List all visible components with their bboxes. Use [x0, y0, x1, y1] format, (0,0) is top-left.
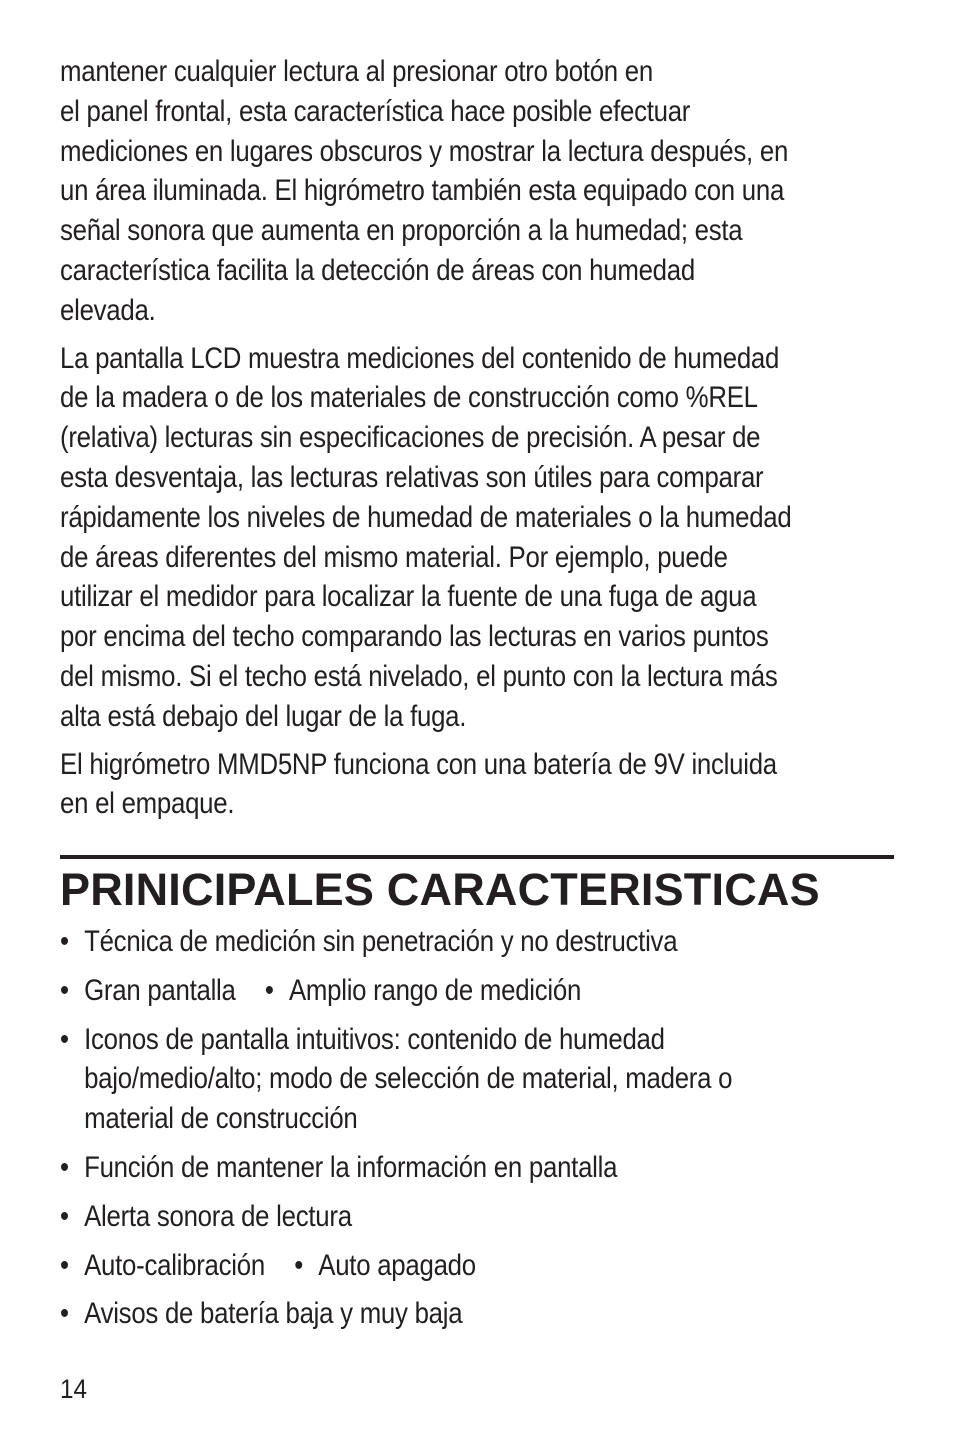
- feature-label: Técnica de medición sin penetración y no destructiva: [84, 925, 678, 958]
- text-line: La pantalla LCD muestra mediciones del contenido de humedad: [60, 341, 780, 375]
- text-line: El higrómetro MMD5NP funciona con una batería de 9V incluida: [60, 747, 777, 781]
- bullet: •: [294, 1248, 303, 1282]
- feature-label: Auto-calibración: [84, 1248, 265, 1282]
- list-item: [294, 1246, 476, 1286]
- list-item: [60, 1020, 894, 1139]
- list-item: [60, 1197, 894, 1237]
- bullet: •: [60, 1022, 69, 1056]
- paragraph-2: [60, 339, 894, 737]
- text-line: de la madera o de los materiales de construcción como %REL: [60, 381, 758, 415]
- body-content: [60, 52, 894, 832]
- list-item: [60, 1246, 265, 1286]
- feature-label: Alerta sonora de lectura: [84, 1199, 352, 1233]
- list-item: [60, 1294, 894, 1334]
- list-item-pair: [60, 971, 894, 1011]
- bullet: •: [60, 973, 69, 1007]
- text-line: característica facilita la detección de áreas con humedad: [60, 253, 695, 287]
- feature-label: bajo/medio/alto; modo de selección de material, madera o: [84, 1062, 733, 1096]
- feature-text: [60, 922, 894, 1334]
- text-line: el panel frontal, esta característica hace posible efectuar: [60, 94, 691, 128]
- text-line: del mismo. Si el techo está nivelado, el punto con la lectura más: [60, 659, 778, 693]
- bullet: •: [60, 1248, 69, 1282]
- bullet: •: [60, 1150, 69, 1184]
- text-line: alta está debajo del lugar de la fuga.: [60, 699, 467, 733]
- text-line: elevada.: [60, 293, 156, 327]
- text-line: utilizar el medidor para localizar la fuente de una fuga de agua: [60, 580, 757, 614]
- page-number: 14: [60, 1374, 88, 1404]
- paragraph-1: [60, 52, 894, 331]
- bullet: •: [60, 1297, 69, 1331]
- text-line: en el empaque.: [60, 787, 235, 821]
- feature-label: Auto apagado: [318, 1248, 476, 1282]
- text-line: de áreas diferentes del mismo material. Por ejemplo, puede: [60, 540, 728, 574]
- bullet: •: [60, 925, 69, 958]
- list-item: [265, 971, 581, 1011]
- feature-label: Iconos de pantalla intuitivos: contenido de humedad: [84, 1022, 665, 1056]
- text-line: mantener cualquier lectura al presionar otro botón en: [60, 55, 653, 88]
- text-line: rápidamente los niveles de humedad de materiales o la humedad: [60, 500, 792, 534]
- section-divider: [60, 855, 894, 859]
- bullet: •: [264, 973, 274, 1007]
- list-item: [60, 922, 894, 962]
- feature-label: material de construcción: [84, 1102, 358, 1136]
- text-line: por encima del techo comparando las lecturas en varios puntos: [60, 620, 769, 654]
- section-heading: PRINICIPALES CARACTERISTICAS: [60, 864, 820, 915]
- feature-label: Función de mantener la información en pantalla: [84, 1150, 618, 1184]
- feature-label: Gran pantalla: [84, 973, 236, 1007]
- text-line: esta desventaja, las lecturas relativas son útiles para comparar: [60, 460, 764, 494]
- list-item: [60, 1148, 894, 1188]
- text-line: mediciones en lugares obscuros y mostrar la lectura después, en: [60, 134, 789, 168]
- list-item: [60, 971, 236, 1011]
- feature-label: Amplio rango de medición: [288, 973, 582, 1007]
- paragraph-3: [60, 745, 894, 825]
- list-item-pair: [60, 1246, 894, 1286]
- text-line: (relativa) lecturas sin especificaciones de precisión. A pesar de: [60, 421, 761, 455]
- intro-text: [60, 52, 894, 824]
- feature-list: [60, 922, 894, 1343]
- feature-label: Avisos de batería baja y muy baja: [84, 1297, 463, 1331]
- text-line: señal sonora que aumenta en proporción a la humedad; esta: [60, 214, 743, 248]
- text-line: un área iluminada. El higrómetro también esta equipado con una: [60, 174, 785, 208]
- bullet: •: [60, 1199, 69, 1233]
